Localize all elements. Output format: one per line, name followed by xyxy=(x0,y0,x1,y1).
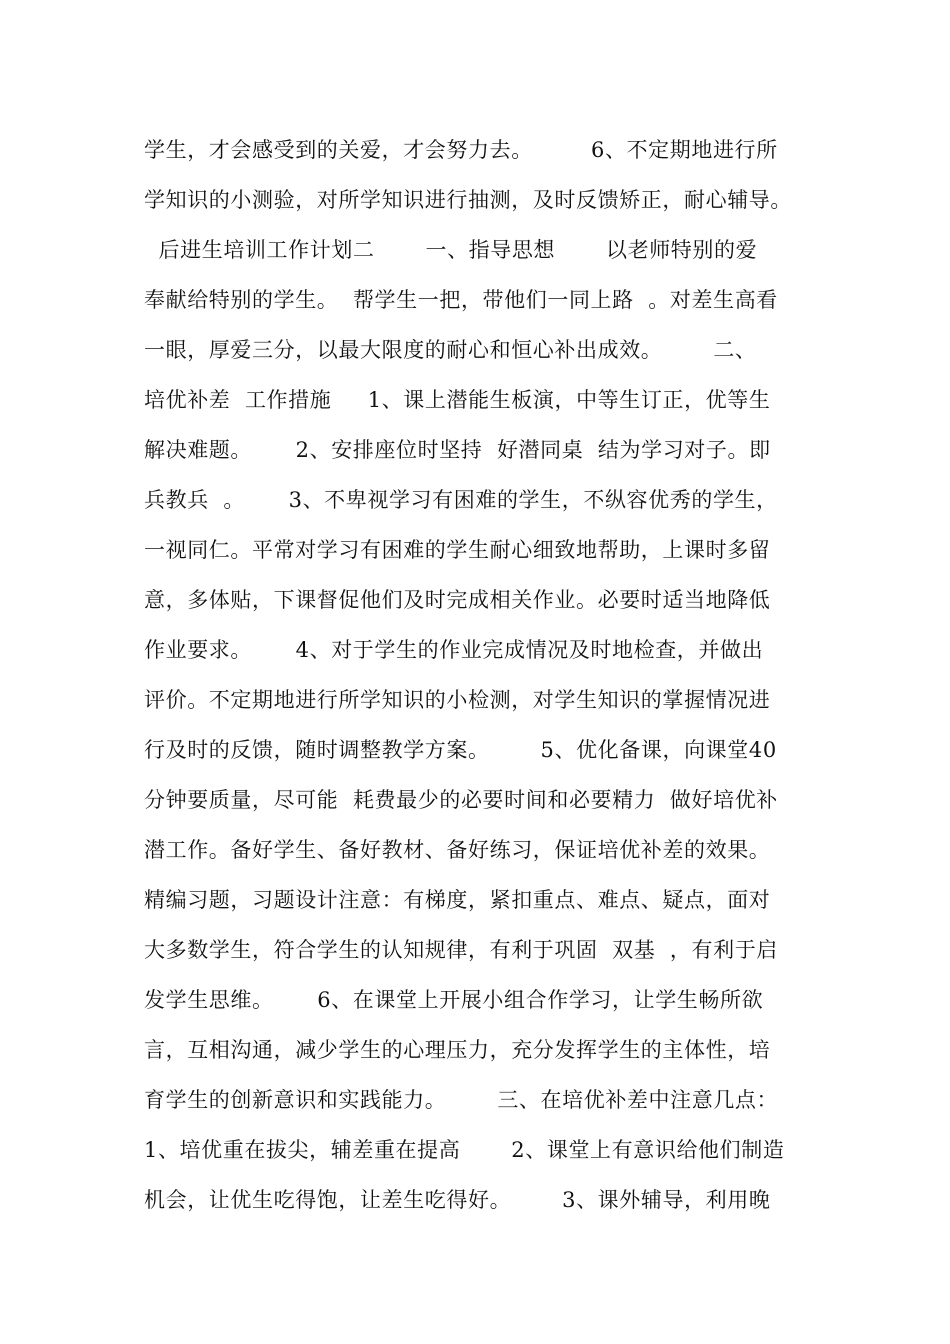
text-line-10: 意，多体贴，下课督促他们及时完成相关作业。必要时适当地降低 xyxy=(144,588,771,612)
text-line-9: 一视同仁。平常对学习有困难的学生耐心细致地帮助，上课时多留 xyxy=(144,538,771,562)
text-line-14: 分钟要质量，尽可能 耗费最少的必要时间和必要精力 做好培优补 xyxy=(144,788,778,812)
text-line-15: 潜工作。备好学生、备好教材、备好练习，保证培优补差的效果。 xyxy=(144,838,771,862)
text-line-5: 一眼，厚爱三分，以最大限度的耐心和恒心补出成效。 二、 xyxy=(144,338,757,362)
text-line-16: 精编习题，习题设计注意：有梯度，紧扣重点、难点、疑点，面对 xyxy=(144,888,771,912)
text-line-12: 评价。不定期地进行所学知识的小检测，对学生知识的掌握情况进 xyxy=(144,688,771,712)
text-line-17: 大多数学生，符合学生的认知规律，有利于巩固 双基 ，有利于启 xyxy=(144,938,778,962)
text-line-13: 行及时的反馈，随时调整教学方案。 5、优化备课，向课堂40 xyxy=(144,738,777,762)
text-line-7: 解决难题。 2、安排座位时坚持 好潜同桌 结为学习对子。即 xyxy=(144,438,771,462)
text-line-1: 学生，才会感受到的关爱，才会努力去。 6、不定期地进行所 xyxy=(144,138,778,162)
text-line-19: 言，互相沟通，减少学生的心理压力，充分发挥学生的主体性，培 xyxy=(144,1038,771,1062)
text-line-8: 兵教兵 。 3、不卑视学习有困难的学生，不纵容优秀的学生， xyxy=(144,488,778,512)
text-line-2: 学知识的小测验，对所学知识进行抽测，及时反馈矫正，耐心辅导。 xyxy=(144,188,792,212)
text-line-6: 培优补差 工作措施 1、课上潜能生板演，中等生订正，优等生 xyxy=(144,388,771,412)
text-line-22: 机会，让优生吃得饱，让差生吃得好。 3、课外辅导，利用晚 xyxy=(144,1188,771,1212)
text-line-11: 作业要求。 4、对于学生的作业完成情况及时地检查，并做出 xyxy=(144,638,764,662)
text-line-20: 育学生的创新意识和实践能力。 三、在培优补差中注意几点： xyxy=(144,1088,779,1112)
text-line-18: 发学生思维。 6、在课堂上开展小组合作学习，让学生畅所欲 xyxy=(144,988,764,1012)
text-line-4: 奉献给特别的学生。 帮学生一把，带他们一同上路 。对差生高看 xyxy=(144,288,778,312)
text-line-3: 后进生培训工作计划二 一、指导思想 以老师特别的爱 xyxy=(144,238,758,262)
text-line-21: 1、培优重在拔尖，辅差重在提高 2、课堂上有意识给他们制造 xyxy=(144,1138,785,1162)
